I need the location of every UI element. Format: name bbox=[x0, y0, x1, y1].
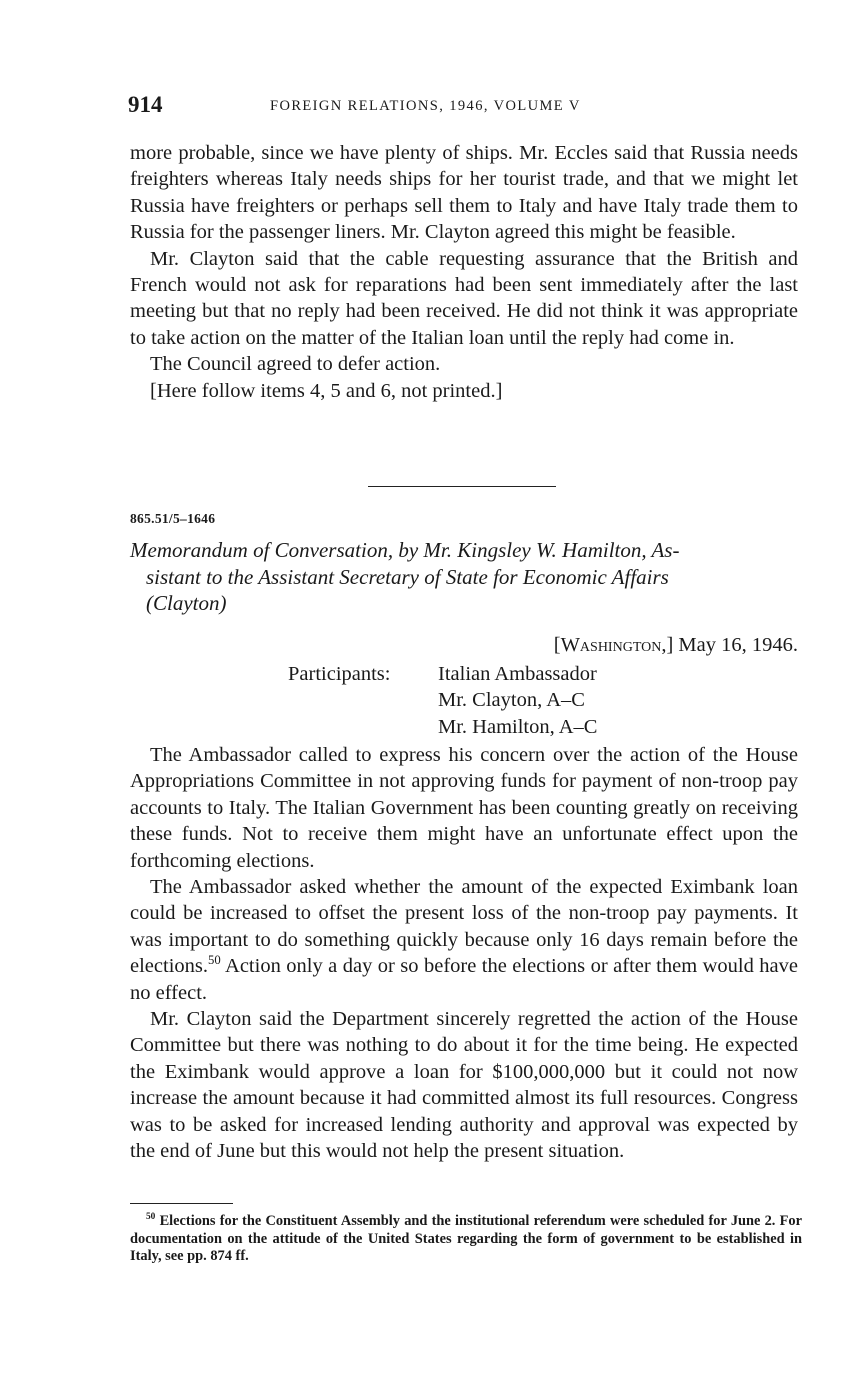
memo-title-line: (Clayton) bbox=[146, 591, 227, 615]
footnote-paragraph bbox=[130, 1213, 802, 1266]
footnote bbox=[130, 1213, 802, 1266]
paragraph: more probable, since we have plenty of ships. Mr. Eccles said that Russia needs freighters whereas Italy needs ships for her tourist trade, and that we might let Russia have freighters or perhaps sell them to Italy and have Italy trade them to Russia for the passenger liners. Mr. Clayton agreed this might be feasible. bbox=[130, 142, 798, 244]
participants-label: Participants: bbox=[288, 663, 391, 685]
participant: Italian Ambassador bbox=[438, 663, 597, 685]
running-head: FOREIGN RELATIONS, 1946, VOLUME V bbox=[270, 98, 581, 114]
paragraph: Mr. Clayton said the Department sincerely regretted the action of the House Committee but there was nothing to do about it for the time being. He expected the Eximbank would approve a loan for $100,000,000 but it could not now increase the amount because it had committed almost its full resources. Congress was to be asked for increased lending authority and approval was expected by the end of June but this would not help the present situation. bbox=[130, 1008, 798, 1163]
memo-body bbox=[130, 742, 798, 1165]
paragraph-text: Action only a day or so before the elections or after them would have no effect. bbox=[130, 955, 798, 1004]
dateline-date: May 16, 1946. bbox=[678, 634, 798, 656]
section-divider bbox=[368, 486, 556, 487]
page-header bbox=[128, 92, 798, 122]
page-number: 914 bbox=[128, 92, 163, 117]
continued-text bbox=[130, 140, 798, 404]
footnote-divider bbox=[130, 1203, 233, 1204]
footnote-marker: 50 bbox=[146, 1212, 156, 1223]
participants-list bbox=[438, 661, 597, 740]
paragraph: The Council agreed to defer action. bbox=[150, 353, 441, 376]
paragraph: The Ambassador called to express his concern over the action of the House Appropriations Committee in not approving funds for payment of non-troop pay accounts to Italy. The Italian Government has been counting greatly on receiving these funds. Not to receive them might have an unfortunate effect upon the forthcoming elections. bbox=[130, 744, 798, 872]
dateline-place: [Washington,] bbox=[553, 634, 674, 656]
footnote-reference[interactable]: 50 bbox=[208, 953, 221, 968]
footnote-text: Elections for the Constituent Assembly and the institutional referendum were scheduled for June 2. For documentation on the attitude of the United States regarding the form of government to be established in Italy, see pp. 874 ff. bbox=[130, 1213, 802, 1264]
paragraph: Mr. Clayton said that the cable requesting assurance that the British and French would not ask for reparations had been sent immediately after the last meeting but that no reply had been received. He did not think it was appropriate to take action on the matter of the Italian loan until the reply had come in. bbox=[130, 247, 798, 349]
memo-title bbox=[130, 537, 798, 617]
paragraph-text: The Ambassador asked whether the amount of the expected Eximbank loan could be increased to offset the present loss of the non-troop pay payments. It was important to do something quickly because only 16 days remain before the elections. bbox=[130, 876, 798, 978]
file-number: 865.51/5–1646 bbox=[130, 511, 216, 526]
memo-title-line: sistant to the Assistant Secretary of State for Economic Affairs bbox=[146, 564, 669, 589]
participant: Mr. Clayton, A–C bbox=[438, 689, 585, 712]
dateline bbox=[554, 634, 798, 657]
participant: Mr. Hamilton, A–C bbox=[438, 715, 598, 738]
editorial-note: [Here follow items 4, 5 and 6, not printed.] bbox=[150, 379, 503, 402]
memo-title-line: Memorandum of Conversation, by Mr. Kingsley W. Hamilton, As- bbox=[130, 538, 680, 562]
paragraph bbox=[130, 874, 798, 1006]
